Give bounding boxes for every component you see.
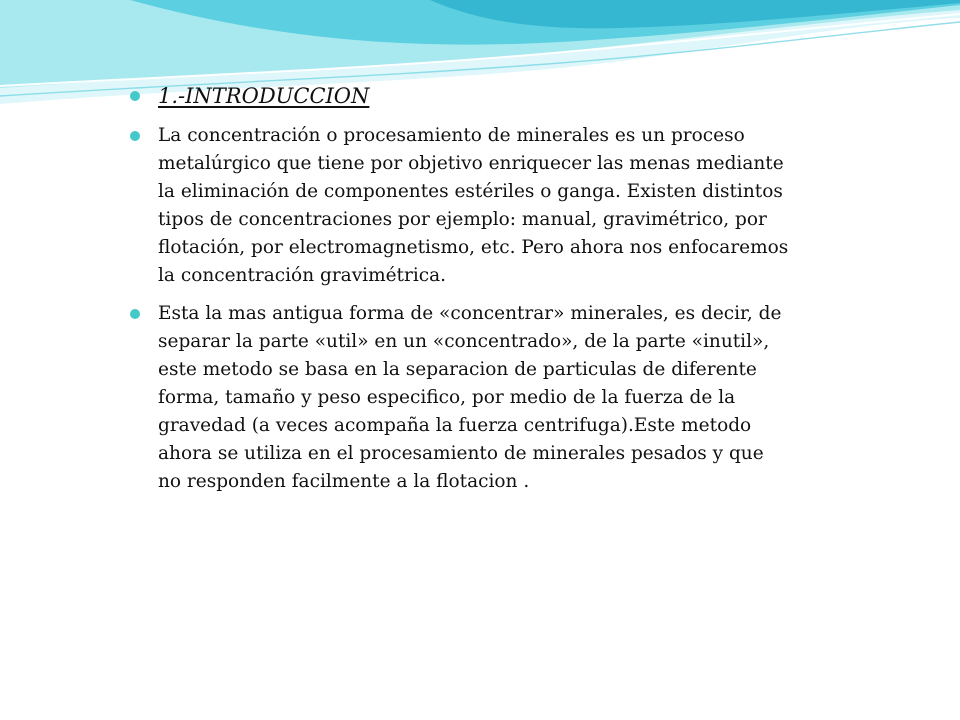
slide-heading: 1.-INTRODUCCION [158, 84, 370, 108]
slide-content [130, 82, 790, 506]
bullet-icon [130, 131, 140, 141]
heading-bullet [130, 82, 790, 112]
paragraph-1: La concentración o procesamiento de minerales es un proceso metalúrgico que tiene por objetivo enriquecer las menas mediante la eliminación de componentes estériles o ganga. Existen distintos tipos de concentraciones por ejemplo: manual, gravimétrico, por flotación, por electromagnetismo, etc. Pero ahora nos enfocaremos la concentración gravimétrica. [158, 125, 789, 286]
paragraph-bullet-1 [130, 122, 790, 290]
paragraph-2: Esta la mas antigua forma de «concentrar» minerales, es decir, de separar la parte «util» en un «concentrado», de la parte «inutil», este metodo se basa en la separacion de particulas de diferente forma, tamaño y peso especifico, por medio de la fuerza de la gravedad (a veces acompaña la fuerza centrifuga).Este metodo ahora se utiliza en el procesamiento de minerales pesados y que no responden facilmente a la flotacion . [158, 303, 782, 492]
bullet-icon [130, 309, 140, 319]
bullet-icon [130, 91, 140, 101]
paragraph-bullet-2 [130, 300, 790, 496]
